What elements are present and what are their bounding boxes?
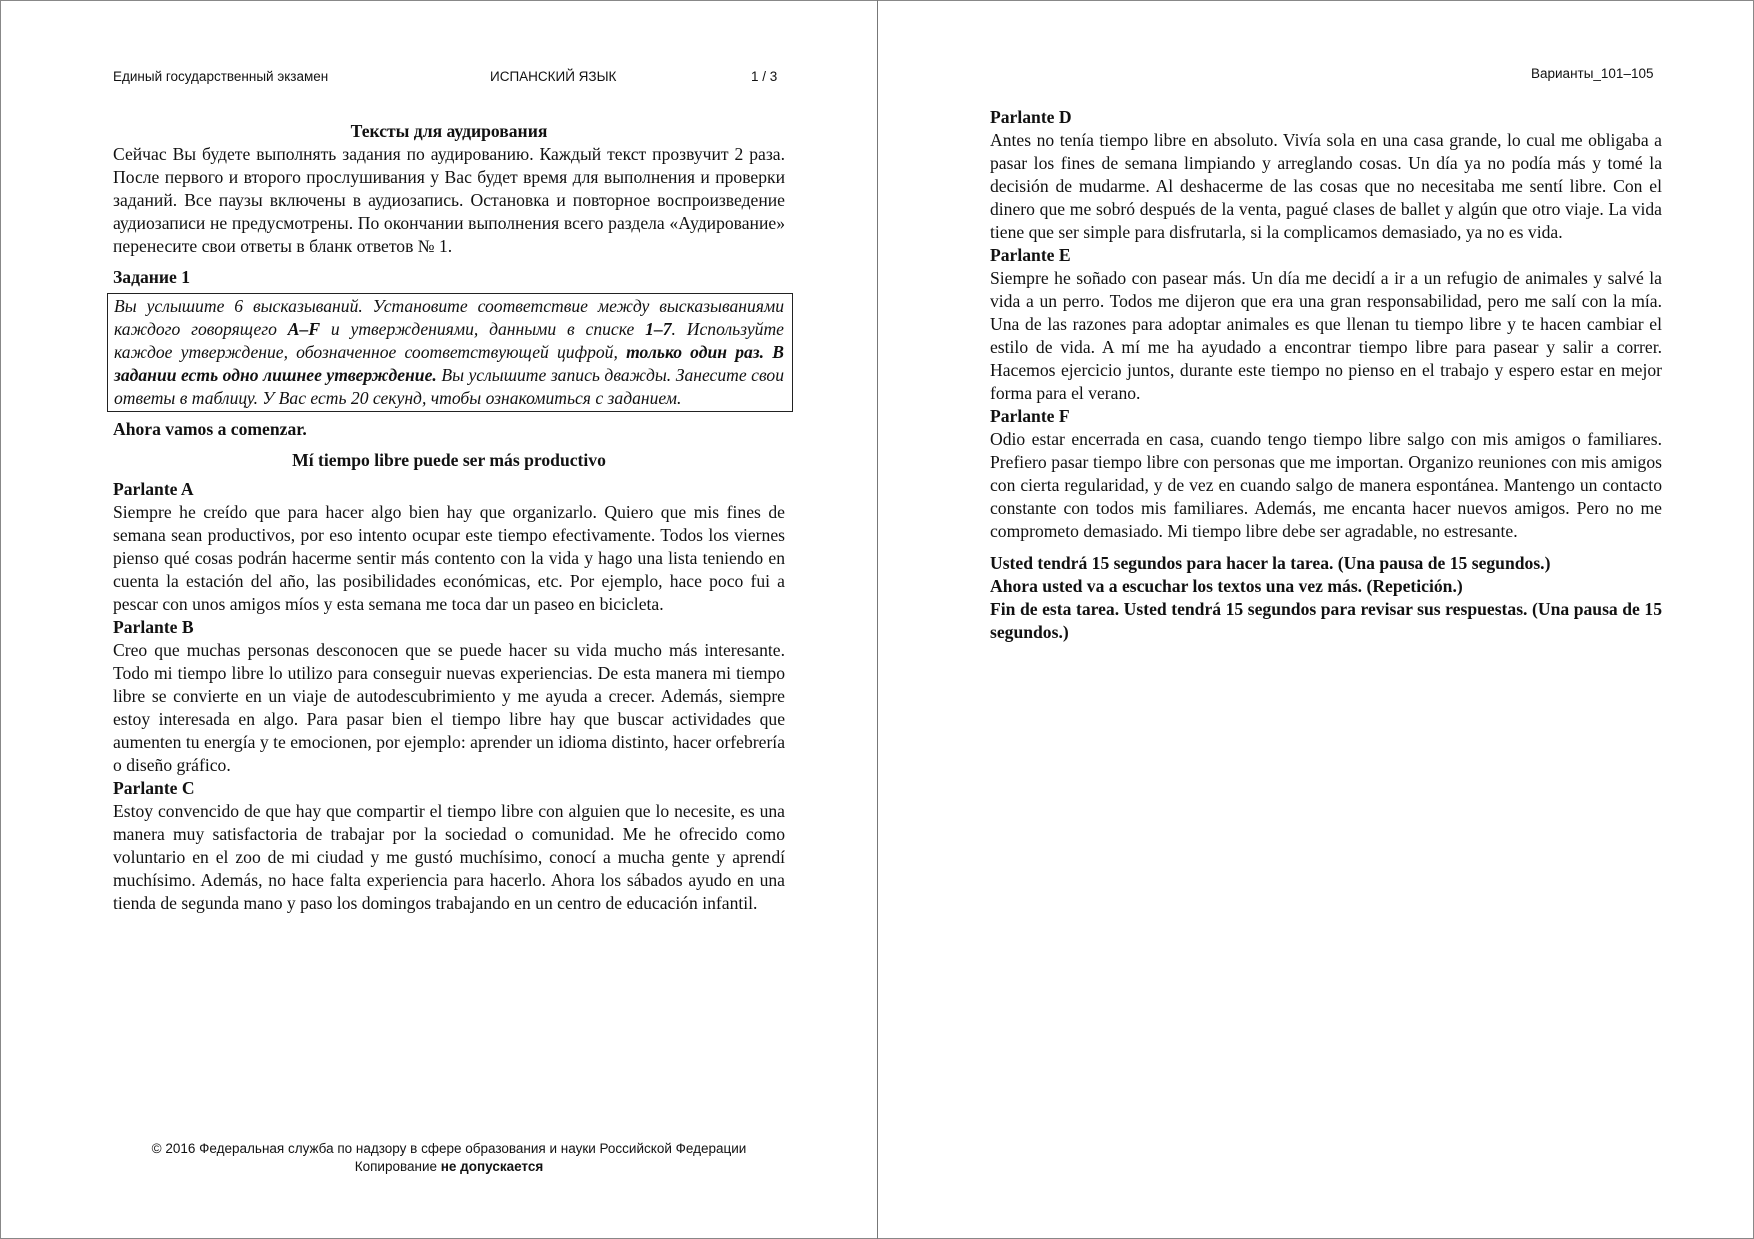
intro-paragraph: Сейчас Вы будете выполнять задания по аудированию. Каждый текст прозвучит 2 раза. После первого и второго прослушивания у Вас будет время для выполнения и проверки заданий. Все паузы включены в аудиозапись. Остановка и повторное воспроизведение аудиозаписи не предусмотрены. По окончании выполнения всего раздела «Аудирование» перенесите свои ответы в бланк ответов № 1. xyxy=(113,144,785,256)
speaker-name: Parlante A xyxy=(113,479,194,499)
start-line: Ahora vamos a comenzar. xyxy=(113,419,307,439)
instr-bold: только один раз. В задании есть одно лишнее утверждение. xyxy=(114,342,784,385)
footer xyxy=(113,1140,785,1176)
instr-text: Вы услышите 6 высказываний. Установите соответствие между высказываниями каждого говорящего xyxy=(114,296,784,339)
speaker-text: Creo que muchas personas desconocen que se puede hacer su vida mucho más interesante. Todo mi tiempo libre lo utilizo para conseguir nuevas experiencias. De esta manera mi tiempo libre se convierte en un viaje de autodescubrimiento y me ayuda a crecer. Además, siempre estoy interesada en algo. Para pasar bien el tiempo libre hay que buscar actividades que aumenten tu energía y te emocionen, por ejemplo: aprender un idioma distinto, hacer orfebrería o diseño gráfico. xyxy=(113,640,785,775)
header-variants: Варианты_101–105 xyxy=(1531,66,1654,81)
page-title: Тексты для аудирования xyxy=(350,121,548,141)
instr-text: и утверждениями, данными в списке xyxy=(320,319,646,339)
speaker-text: Odio estar encerrada en casa, cuando tengo tiempo libre salgo con mis amigos o familiares. Prefiero pasar tiempo libre con personas que me importan. Organizo reuniones con mis amigos con cierta regularidad, y de vez en cuando salgo de manera espontánea. Mantengo un contacto constante con todos mis familiares. Además, me encanta hacer nuevos amigos. Pero no me comprometo demasiado. Mi tiempo libre debe ser agradable, no estresante. xyxy=(990,429,1662,541)
task-heading: Задание 1 xyxy=(113,267,191,287)
header-exam: Единый государственный экзамен xyxy=(113,69,329,84)
speaker-name: Parlante E xyxy=(990,245,1071,265)
left-column xyxy=(113,120,785,915)
closing-line: Ahora usted va a escuchar los textos una vez más. (Repetición.) xyxy=(990,576,1463,596)
footer-copy-label: Копирование xyxy=(354,1159,441,1174)
footer-copyright: © 2016 Федеральная служба по надзору в сфере образования и науки Российской Федерации xyxy=(151,1141,747,1156)
right-column xyxy=(990,106,1662,644)
speaker-text: Siempre he soñado con pasear más. Un día me decidí a ir a un refugio de animales y salvé la vida a un perro. Todos me dijeron que era una gran responsabilidad, pero me salí con la mía. Una de las razones para adoptar animales es que llenan tu tiempo libre y te hacen cambiar el estilo de vida. A mí me ha ayudado a encontrar tiempo libre para pasear y salir a correr. Hacemos ejercicio juntos, durante este tiempo no pienso en el trabajo y espero estar en mejor forma para el verano. xyxy=(990,268,1662,403)
speaker-text: Siempre he creído que para hacer algo bien hay que organizarlo. Quiero que mis fines de semana sean productivos, por eso intento ocupar este tiempo efectivamente. Todos los viernes pienso qué cosas podrán hacerme sentir más contento con la vida y hago una lista teniendo en cuenta la estación del año, las posibilidades económicas, etc. Por ejemplo, hace poco fui a pescar con unos amigos míos y esta semana me toca dar un paseo en bicicleta. xyxy=(113,502,785,614)
task-instructions-box xyxy=(107,293,793,412)
instr-text: . Используйте каждое утверждение, обозначенное соответствующей цифрой, xyxy=(114,319,784,362)
footer-copy-restriction: не допускается xyxy=(440,1159,544,1174)
speaker-name: Parlante D xyxy=(990,107,1072,127)
instr-bold: 1–7 xyxy=(645,319,672,339)
speaker-name: Parlante C xyxy=(113,778,195,798)
closing-line: Usted tendrá 15 segundos para hacer la tarea. (Una pausa de 15 segundos.) xyxy=(990,553,1551,573)
speaker-name: Parlante B xyxy=(113,617,194,637)
instr-bold: A–F xyxy=(287,319,321,339)
speaker-text: Estoy convencido de que hay que compartir el tiempo libre con alguien que lo necesite, es una manera muy satisfactoria de trabajar por la sociedad o comunidad. Me he ofrecido como voluntario en el zoo de mi ciudad y me gustó muchísimo, conocí a mucha gente y aprendí muchísimo. Además, no hace falta experiencia para hacerlo. Ahora los sábados ayudo en una tienda de segunda mano y paso los domingos trabajando en un centro de educación infantil. xyxy=(113,801,785,913)
page-divider xyxy=(877,0,878,1239)
instr-text: Вы услышите запись дважды. Занесите свои ответы в таблицу. У Вас есть 20 секунд, чтобы ознакомиться с заданием. xyxy=(114,365,784,408)
header-page-number: 1 / 3 xyxy=(751,69,778,84)
text-title: Mí tiempo libre puede ser más productivo xyxy=(292,450,606,470)
header-subject: ИСПАНСКИЙ ЯЗЫК xyxy=(490,69,617,84)
speaker-text: Antes no tenía tiempo libre en absoluto. Vivía sola en una casa grande, lo cual me obligaba a pasar los fines de semana limpiando y arreglando cosas. Un día ya no podía más y tomé la decisión de mudarme. Al deshacerme de las cosas que no necesitaba me sentí libre. Con el dinero que me sobró después de la venta, pagué clases de ballet y algún que otro viaje. La vida tiene que ser simple para disfrutarla, si la complicamos demasiado, ya no es vida. xyxy=(990,130,1662,242)
closing-line: Fin de esta tarea. Usted tendrá 15 segundos para revisar sus respuestas. (Una pausa de 15 segundos.) xyxy=(990,599,1662,642)
speaker-name: Parlante F xyxy=(990,406,1070,426)
